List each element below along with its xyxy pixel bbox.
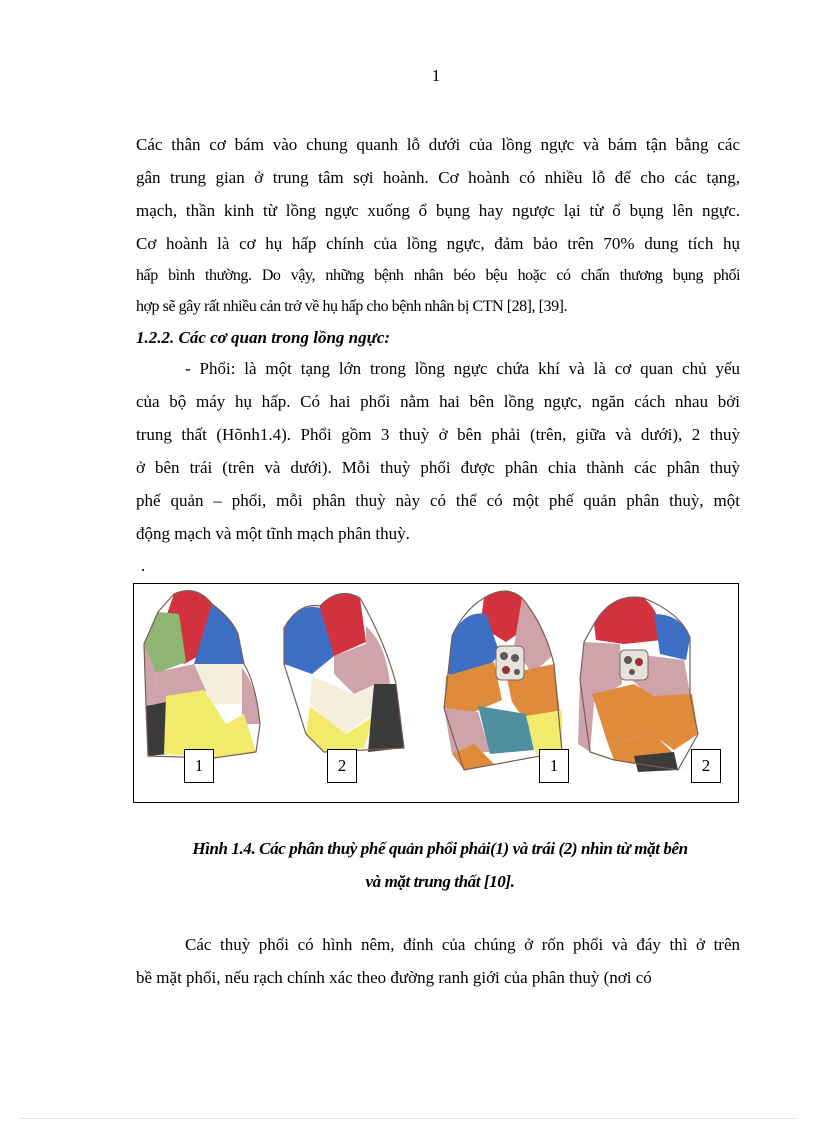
section-heading: 1.2.2. Các cơ quan trong lồng ngực: [136, 328, 391, 347]
lung-segments-figure [133, 583, 739, 803]
text-line: động mạch và một tĩnh mạch phân thuỳ. [136, 524, 410, 543]
text-line: gân trung gian ở trung tâm sợi hoành. Cơ hoành có nhiều lỗ để cho các tạng, [136, 168, 740, 187]
lung-left-lateral [284, 594, 404, 753]
lung-illustration [134, 584, 739, 803]
lung-left-mediastinal [578, 597, 698, 772]
text-line: - Phổi: là một tạng lớn trong lồng ngực chứa khí và là cơ quan chủ yếu [185, 359, 740, 378]
page-number: 1 [431, 66, 441, 85]
text-line: Cơ hoành là cơ hụ hấp chính của lồng ngực, đảm bảo trên 70% dung tích hụ [136, 234, 740, 253]
footer-rule [20, 1118, 796, 1119]
figure-label: 2 [691, 749, 721, 783]
figure-label: 1 [539, 749, 569, 783]
text-line: Các thân cơ bám vào chung quanh lỗ dưới của lồng ngực và bám tận bằng các [136, 135, 740, 154]
figure-label: 1 [184, 749, 214, 783]
text-line: hợp sẽ gây rất nhiều cản trở về hụ hấp cho bệnh nhân bị CTN [28], [39]. [136, 298, 568, 315]
text-line: hấp bình thường. Do vậy, những bệnh nhân béo bệu hoặc có chấn thương bụng phối [136, 267, 740, 284]
caption-line: và mặt trung thất [10]. [365, 872, 515, 891]
text-line: Các thuỳ phổi có hình nêm, đỉnh của chúng ở rốn phổi và đáy thì ở trên [185, 935, 740, 954]
text-line: trung thất (Hõnh1.4). Phổi gồm 3 thuỳ ở bên phải (trên, giữa và dưới), 2 thuỳ [136, 425, 740, 444]
text-line: ở bên trái (trên và dưới). Mỗi thuỳ phổi được phân chia thành các phân thuỳ [136, 458, 740, 477]
text-line: của bộ máy hụ hấp. Có hai phổi nằm hai bên lồng ngực, ngăn cách nhau bởi [136, 392, 740, 411]
lung-right-lateral [144, 591, 260, 758]
caption-line: Hình 1.4. Các phân thuỳ phế quản phổi phải(1) và trái (2) nhìn từ mặt bên [192, 839, 688, 858]
text-line: phế quản – phổi, mỗi phân thuỳ này có thể có một phế quản phân thuỳ, một [136, 491, 740, 510]
text-line: bề mặt phổi, nếu rạch chính xác theo đường ranh giới của phân thuỳ (nơi có [136, 968, 652, 987]
lung-right-mediastinal [444, 591, 562, 770]
figure-label: 2 [327, 749, 357, 783]
stray-mark: . [141, 556, 146, 575]
text-line: mạch, thần kinh từ lồng ngực xuống ổ bụng hay ngược lại từ ổ bụng lên ngực. [136, 201, 740, 220]
